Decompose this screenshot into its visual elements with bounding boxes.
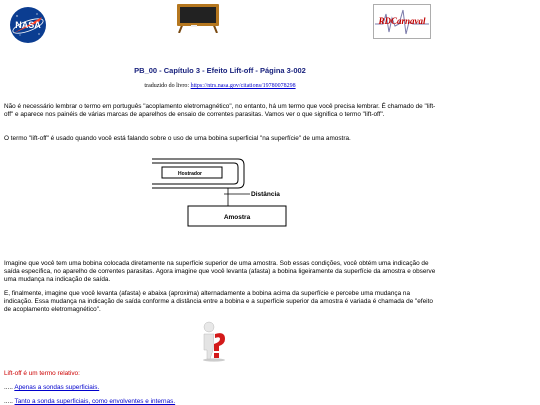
core-label: Hostrador: [178, 171, 202, 177]
nasa-logo-text: NASA: [15, 20, 41, 30]
source-link[interactable]: https://ntrs.nasa.gov/citations/19780078298: [190, 83, 296, 89]
rd-logo-text: RDCarnaval: [378, 16, 426, 26]
paragraph-intro: Não é necessário lembrar o termo em português "acoplamento eletromagnético", no entanto, há um termo que você precisa lembrar. É chamado de "lift-off" e aparece nos painéis de várias marcas de aparelhos de ensaio de correntes parasitas. Vamos ver o que significa o termo "lift-off".: [4, 103, 436, 119]
liftoff-diagram: [150, 156, 290, 228]
quiz-option-1[interactable]: [4, 384, 99, 391]
quiz-option-2[interactable]: [4, 398, 175, 405]
sample-label: Amostra: [223, 214, 251, 221]
nasa-logo: [9, 6, 47, 44]
rd-carnaval-logo: [373, 4, 431, 39]
page-title: PB_00 - Capítulo 3 - Efeito Lift-off - Página 3-002: [134, 66, 306, 75]
option-prefix: .....: [4, 384, 15, 391]
translated-prefix: traduzido do livro:: [144, 83, 191, 89]
option-prefix: .....: [4, 398, 15, 405]
quiz-question: Lift-off é um termo relativo:: [4, 370, 80, 377]
chalkboard-icon: [175, 3, 221, 33]
question-mark-figure-icon: [198, 320, 230, 362]
option-2-link[interactable]: Tanto a sonda superficiais, como envolventes e internas.: [14, 398, 176, 405]
paragraph-imagine: Imagine que você tem uma bobina colocada diretamente na superfície superior de uma amostra. Sob essas condições, você obtém uma indicação de saída específica, no aparelho de correntes parasitas. Agora imagine que você levanta (afasta) a bobina ligeiramente da superfície da amostra e observe uma mudança na indicação de saída.: [4, 260, 436, 284]
paragraph-liftoff-definition: O termo "lift-off" é usado quando você está falando sobre o uso de uma bobina superficial "na superfície" de uma amostra.: [4, 135, 351, 142]
paragraph-effect: E, finalmente, imagine que você levanta (afasta) e abaixa (aproxima) alternadamente a bobina acima da superfície e percebe uma mudança na indicação. Essa mudança na indicação de saída conforme a distância entre a bobina e a superfície superior da amostra é variada é chamada de "efeito de acoplamento eletromagnético".: [4, 290, 433, 314]
distance-label: Distância: [251, 191, 280, 198]
option-1-link[interactable]: Apenas a sondas superficiais.: [14, 384, 100, 391]
translated-from-line: [0, 83, 440, 89]
